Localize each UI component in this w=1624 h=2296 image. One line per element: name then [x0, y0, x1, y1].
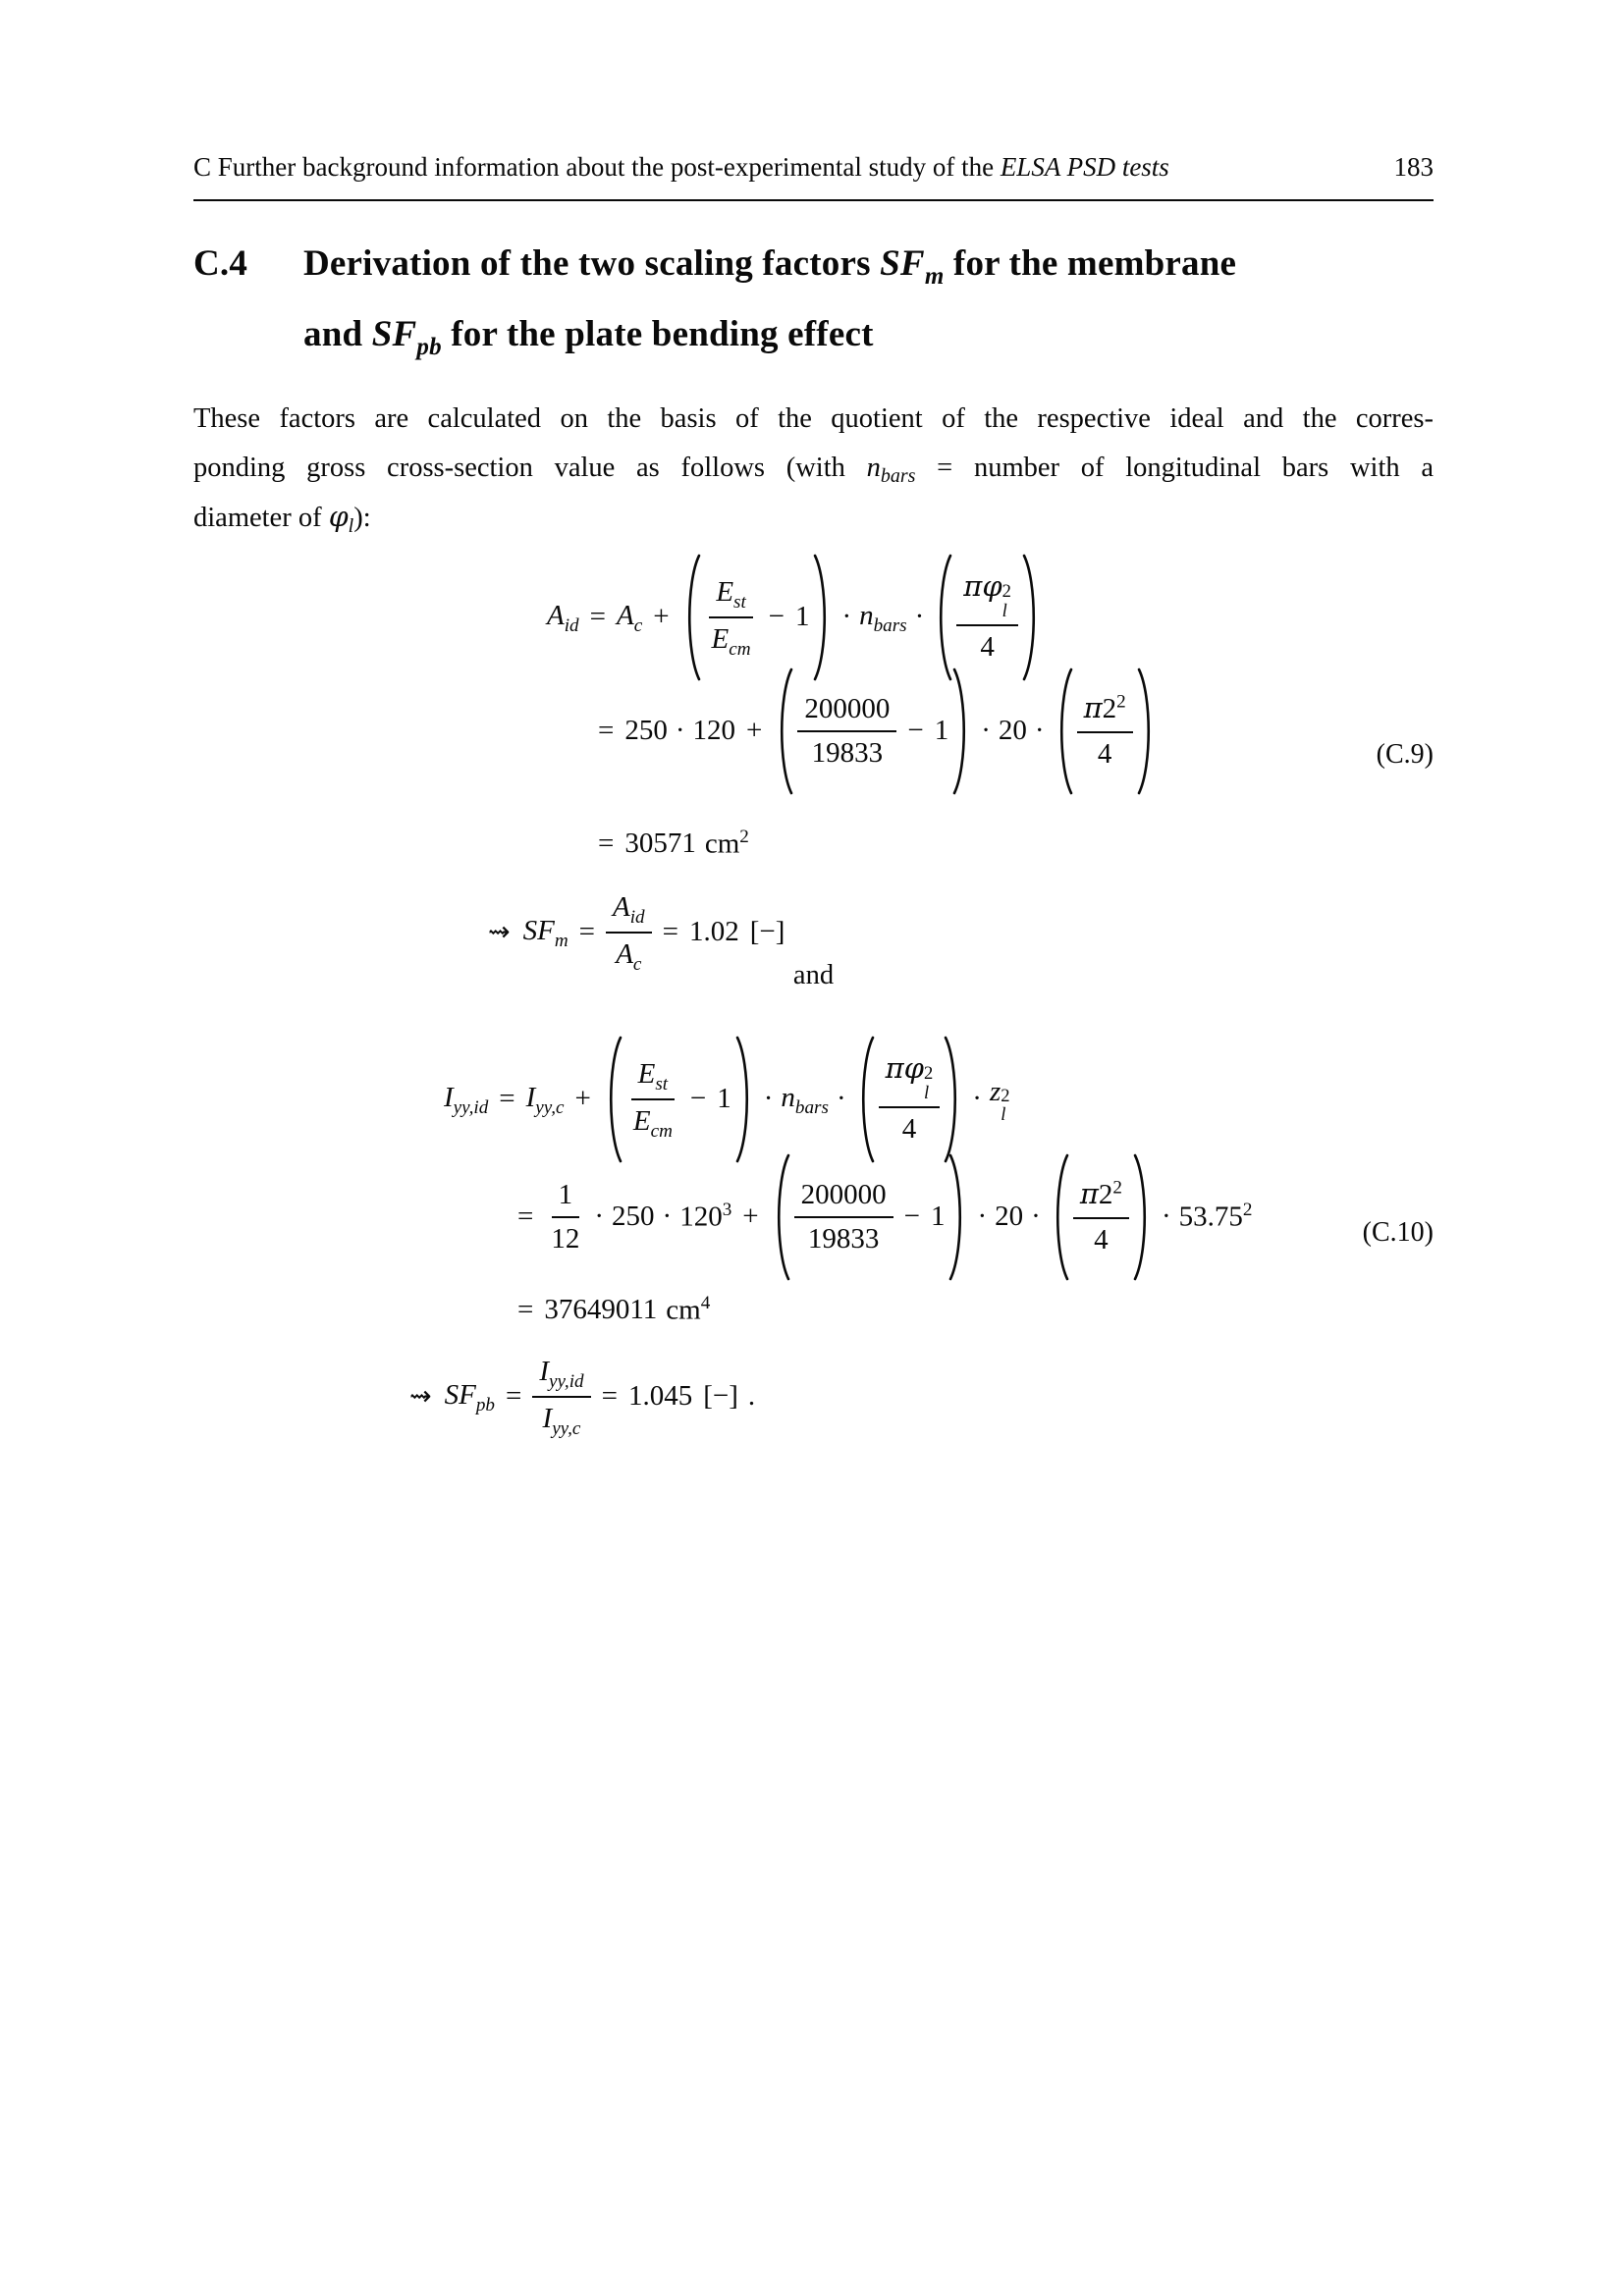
plus-sign: + [574, 1083, 591, 1115]
dot-operator: · [972, 1083, 982, 1115]
section-title-sf-sub: m [924, 263, 945, 290]
equals-sign: = [517, 1294, 534, 1326]
number: 37649011 [544, 1294, 658, 1326]
dot-operator: · [675, 715, 685, 747]
math-var: $A_c$ [616, 600, 643, 636]
header-rule [193, 199, 1434, 201]
minus-sign: − [689, 1083, 707, 1115]
period: . [747, 1380, 756, 1413]
number: $120^3$ [679, 1200, 732, 1233]
numerator: $\pi 2^2$ [1077, 692, 1133, 732]
dot-operator: · [594, 1201, 605, 1233]
big-paren-close [1021, 553, 1043, 682]
equation-c9-line2 [598, 667, 1158, 796]
paragraph-line2-pre: ponding gross cross-section value as follows (with [193, 453, 867, 483]
equals-sign: = [598, 715, 615, 747]
numerator: $E_{st}$ [709, 576, 752, 618]
paragraph-line3 [193, 501, 1434, 538]
equation-c10-line1 [444, 1035, 1010, 1164]
big-paren-close [951, 667, 973, 796]
paragraph-line3-post: ): [353, 503, 371, 533]
number: 1 [934, 715, 949, 747]
denominator: 4 [980, 631, 995, 664]
section-title2-sf: SF [371, 314, 417, 354]
equals-sign: = [662, 916, 678, 948]
numerator: 200000 [794, 1179, 893, 1218]
running-header [193, 152, 1434, 183]
big-paren-open [602, 1035, 623, 1164]
plus-sign: + [653, 601, 670, 633]
fraction [1073, 1178, 1129, 1256]
squiggle-arrow-icon: ⇝ [409, 1381, 432, 1413]
fraction [956, 570, 1018, 664]
unit-bracket: [−] [749, 916, 785, 948]
equation-label-c10: (C.10) [1362, 1217, 1434, 1248]
fraction [794, 1179, 893, 1256]
dot-operator: · [662, 1201, 673, 1233]
squiggle-arrow-icon: ⇝ [488, 917, 511, 948]
section-heading-line2 [303, 313, 874, 361]
paragraph-line2-post: = number of longitudinal bars with a [915, 453, 1434, 483]
minus-sign: − [907, 715, 924, 747]
denominator: 19833 [807, 1223, 880, 1255]
section-heading-line1 [193, 242, 1236, 291]
dot-operator: · [1161, 1201, 1171, 1233]
equals-sign: = [499, 1083, 515, 1115]
section-title2-post: for the plate bending effect [441, 314, 874, 354]
big-paren-open [773, 667, 794, 796]
math-var: $SF_{pb}$ [444, 1378, 495, 1415]
number: 250 [624, 715, 668, 747]
unit: $cm^2$ [704, 827, 749, 860]
number: 20 [998, 715, 1027, 747]
math-var: $I_{yy,c}$ [525, 1082, 565, 1118]
fraction [879, 1052, 941, 1146]
equation-c10-line3 [517, 1294, 710, 1327]
equation-c10-line2 [517, 1152, 1252, 1282]
math-var: $A_{id}$ [547, 600, 579, 636]
denominator: 4 [1094, 1223, 1109, 1255]
equals-sign: = [589, 601, 606, 633]
dot-operator: · [981, 715, 991, 747]
number: 1 [930, 1201, 946, 1233]
big-paren-open [770, 1152, 791, 1282]
big-paren-close [734, 1035, 756, 1164]
section-title2-pre: and [303, 314, 372, 354]
equation-c9-line1 [547, 553, 1043, 682]
dot-operator: · [914, 601, 925, 633]
equation-c9-line3 [598, 828, 749, 861]
denominator: $A_c$ [616, 937, 642, 975]
math-var: $n_{bars}$ [859, 600, 907, 636]
number: 1.045 [627, 1380, 693, 1413]
section-title-post: for the membrane [944, 243, 1237, 284]
var-phi-l-sub: l [348, 515, 354, 537]
number: 1.02 [688, 916, 739, 948]
denominator: 4 [1097, 737, 1112, 770]
denominator: 19833 [811, 737, 884, 769]
big-paren-open [854, 1035, 876, 1164]
plus-sign: + [742, 1201, 759, 1233]
section-number: C.4 [193, 243, 248, 284]
big-paren-open [932, 553, 953, 682]
header-emphasis: ELSA PSD tests [1000, 152, 1169, 182]
big-paren-close [1132, 1152, 1154, 1282]
minus-sign: − [903, 1201, 920, 1233]
minus-sign: − [768, 601, 785, 633]
equals-sign: = [517, 1201, 534, 1233]
conjunction-and: and [792, 960, 835, 990]
big-paren-open [1053, 667, 1074, 796]
big-paren-close [947, 1152, 969, 1282]
math-var: $n_{bars}$ [781, 1082, 829, 1118]
unit-bracket: [−] [703, 1380, 738, 1413]
big-paren-close [812, 553, 834, 682]
fraction [626, 1058, 679, 1141]
number: 1 [717, 1083, 731, 1115]
denominator: 12 [551, 1223, 580, 1255]
paragraph-line3-pre: diameter of [193, 503, 329, 533]
dot-operator: · [841, 601, 852, 633]
fraction [532, 1356, 590, 1438]
denominator: 4 [901, 1113, 917, 1146]
numerator: 200000 [797, 693, 896, 732]
fraction [1077, 692, 1133, 771]
section-title-pre: Derivation of the two scaling factors [303, 243, 881, 284]
equation-label-c9: (C.9) [1376, 739, 1434, 770]
section-title-sf: SF [880, 243, 925, 284]
math-var: $I_{yy,id}$ [444, 1082, 489, 1118]
var-n-bars-sub: bars [880, 465, 916, 487]
denominator: $I_{yy,c}$ [542, 1402, 581, 1439]
equation-c10-line4 [409, 1356, 755, 1438]
header-text: C Further background information about the post-experimental study of the [193, 152, 1001, 182]
plus-sign: + [746, 715, 763, 747]
math-var: $SF_m$ [522, 914, 568, 951]
paragraph-line1: These factors are calculated on the basis of the quotient of the respective ideal and the corres- [193, 403, 1434, 434]
dot-operator: · [1034, 715, 1045, 747]
equals-sign: = [601, 1380, 618, 1413]
big-paren-close [943, 1035, 964, 1164]
number: 20 [995, 1201, 1024, 1233]
dot-operator: · [977, 1201, 988, 1233]
numerator: 1 [552, 1179, 580, 1218]
denominator: $E_{cm}$ [711, 623, 751, 660]
math-var: z 2 l [989, 1075, 1010, 1125]
fraction [544, 1179, 586, 1256]
denominator: $E_{cm}$ [632, 1105, 673, 1142]
header-title [193, 152, 1169, 183]
dot-operator: · [763, 1083, 774, 1115]
unit: $cm^4$ [666, 1293, 711, 1326]
number: 30571 [624, 828, 696, 860]
big-paren-open [680, 553, 702, 682]
number: 1 [794, 601, 810, 633]
number: 250 [612, 1201, 655, 1233]
numerator: $I_{yy,id}$ [532, 1356, 590, 1398]
numerator: πφ 2 l [956, 570, 1018, 626]
equals-sign: = [578, 916, 596, 948]
section-title2-sf-sub: pb [416, 334, 442, 360]
numerator: $\pi 2^2$ [1073, 1178, 1129, 1218]
var-phi-l: φ [328, 501, 349, 533]
paragraph-line2 [193, 452, 1434, 488]
var-n-bars: n [866, 453, 881, 483]
dot-operator: · [1031, 1201, 1041, 1233]
equals-sign: = [598, 828, 615, 860]
big-paren-open [1049, 1152, 1070, 1282]
numerator: $E_{st}$ [631, 1058, 675, 1100]
page-number: 183 [1393, 152, 1434, 182]
fraction [797, 693, 896, 771]
dot-operator: · [836, 1083, 846, 1115]
equals-sign: = [505, 1380, 522, 1413]
numerator: πφ 2 l [879, 1052, 941, 1108]
fraction [705, 576, 758, 659]
number: 120 [692, 715, 736, 747]
big-paren-close [1136, 667, 1158, 796]
numerator: $A_{id}$ [606, 891, 652, 934]
number: 53.75$^2$ [1178, 1200, 1253, 1233]
